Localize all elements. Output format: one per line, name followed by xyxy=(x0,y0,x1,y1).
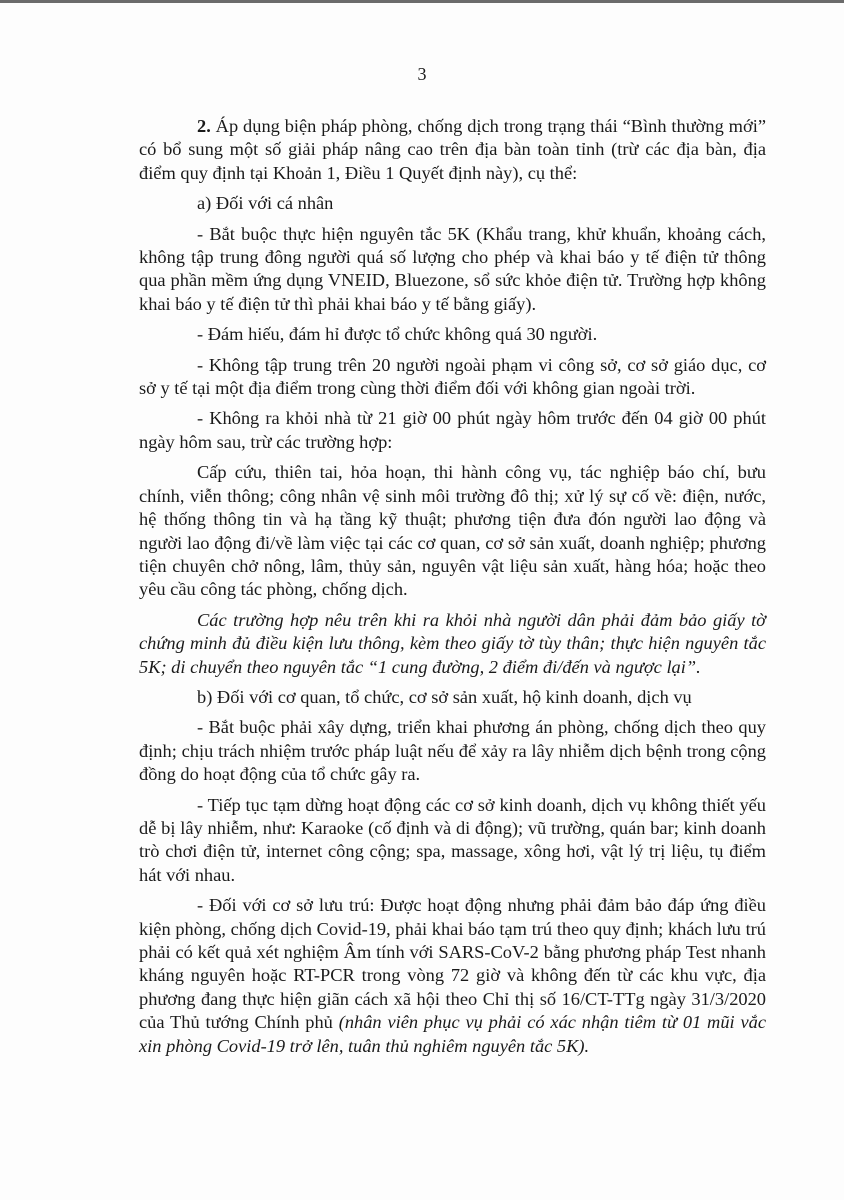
paragraph-gathering-limit: - Không tập trung trên 20 người ngoài phạm vi công sở, cơ sở giáo dục, cơ sở y tế tại một địa điểm trong cùng thời điểm đối với không gian ngoài trời. xyxy=(139,354,766,399)
paragraph-weddings-funerals: - Đám hiếu, đám hỉ được tổ chức không quá 30 người. xyxy=(197,324,598,345)
subheading-organizations: b) Đối với cơ quan, tổ chức, cơ sở sản xuất, hộ kinh doanh, dịch vụ xyxy=(197,686,692,707)
paragraph-travel-requirements: Các trường hợp nêu trên khi ra khỏi nhà người dân phải đảm bảo giấy tờ chứng minh đủ điều kiện lưu thông, kèm theo giấy tờ tùy thân; thực hiện nguyên tắc 5K; di chuyển theo nguyên tắc “1 cung đường, 2 điểm đi/đến và ngược lại”. xyxy=(139,609,766,677)
page-top-edge xyxy=(0,0,844,3)
paragraph-italic-note: (nhân viên phục vụ phải có xác nhận tiêm từ 01 mũi vắc xin phòng Covid-19 trở lên, tuân thủ nghiêm nguyên tắc 5K). xyxy=(139,1012,766,1056)
paragraph-text: Áp dụng biện pháp phòng, chống dịch trong trạng thái “Bình thường mới” có bổ sung một số giải pháp nâng cao trên địa bàn toàn tỉnh (trừ các địa bàn, địa điểm quy định tại Khoản 1, Điều 1 Quyết định này), cụ thể: xyxy=(139,116,766,183)
paragraph-accommodation xyxy=(139,894,766,1058)
paragraph-prevention-plan: - Bắt buộc phải xây dựng, triển khai phương án phòng, chống dịch theo quy định; chịu trách nhiệm trước pháp luật nếu để xảy ra lây nhiễm dịch bệnh trong cộng đồng do hoạt động của tổ chức gây ra. xyxy=(139,717,766,785)
paragraph-text: - Đối với cơ sở lưu trú: Được hoạt động nhưng phải đảm bảo đáp ứng điều kiện phòng, chống dịch Covid-19, phải khai báo tạm trú theo quy định; khách lưu trú phải có kết quả xét nghiệm Âm tính với SARS-CoV-2 bằng phương pháp Test nhanh kháng nguyên hoặc RT-PCR trong vòng 72 giờ và không đến từ các khu vực, địa phương đang thực hiện giãn cách xã hội theo Chỉ thị số 16/CT-TTg ngày 31/3/2020 của Thủ tướng Chính phủ xyxy=(139,895,766,1033)
paragraph-curfew-exceptions: Cấp cứu, thiên tai, hỏa hoạn, thi hành công vụ, tác nghiệp báo chí, bưu chính, viễn thông; công nhân vệ sinh môi trường đô thị; xử lý sự cố về: điện, nước, hệ thống thông tin và hạ tầng kỹ thuật; phương tiện đưa đón người lao động và người lao động đi/về làm việc tại các cơ quan, cơ sở sản xuất, doanh nghiệp; phương tiện chuyên chở nông, lâm, thủy sản, nguyên vật liệu sản xuất, hàng hóa; hoặc theo yêu cầu công tác phòng, chống dịch. xyxy=(139,462,766,600)
item-number: 2. xyxy=(197,116,211,136)
paragraph-business-suspension: - Tiếp tục tạm dừng hoạt động các cơ sở kinh doanh, dịch vụ không thiết yếu dễ bị lây nhiễm, như: Karaoke (cố định và di động); vũ trường, quán bar; kinh doanh trò chơi điện tử, internet công cộng; spa, massage, xông hơi, vật lý trị liệu, tụ điểm hát với nhau. xyxy=(139,794,766,885)
subheading-individuals: a) Đối với cá nhân xyxy=(197,193,334,214)
paragraph-item-2 xyxy=(139,115,766,185)
paragraph-curfew: - Không ra khỏi nhà từ 21 giờ 00 phút ngày hôm trước đến 04 giờ 00 phút ngày hôm sau, trừ các trường hợp: xyxy=(139,408,766,452)
paragraph-5k-rule: - Bắt buộc thực hiện nguyên tắc 5K (Khẩu trang, khử khuẩn, khoảng cách, không tập trung đông người quá số lượng cho phép và khai báo y tế điện tử thông qua phần mềm ứng dụng VNEID, Bluezone, sổ sức khỏe điện tử. Trường hợp không khai báo y tế điện tử thì phải khai báo y tế bằng giấy). xyxy=(139,223,766,314)
document-body xyxy=(139,115,766,1065)
page-number: 3 xyxy=(417,64,427,84)
